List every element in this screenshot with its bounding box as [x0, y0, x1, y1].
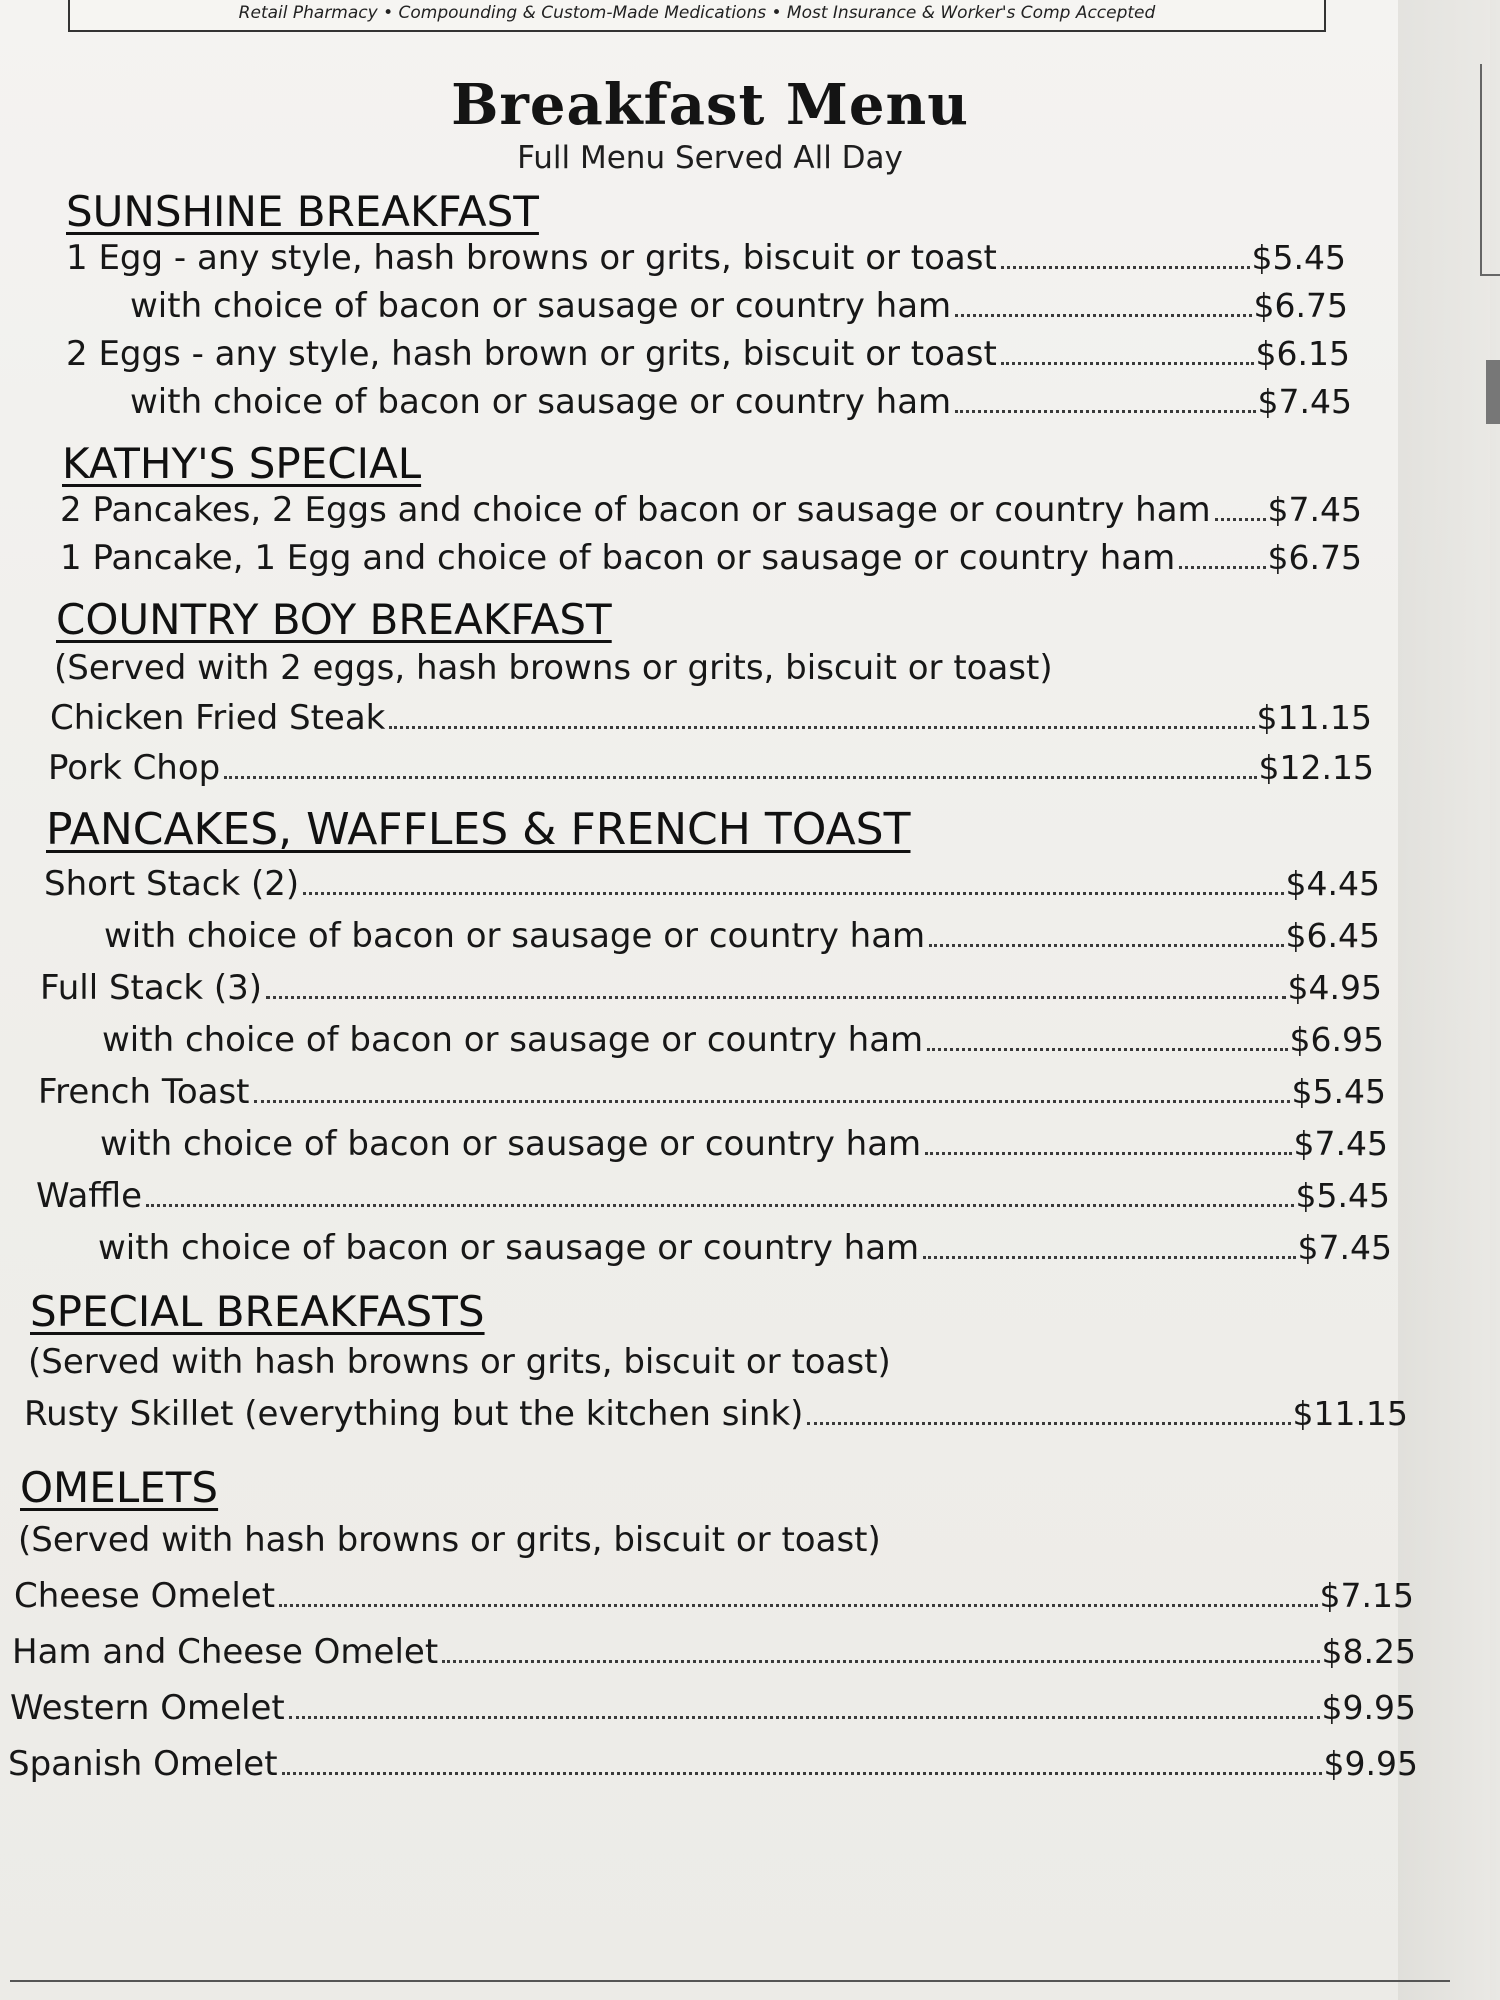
section-heading-country-boy-breakfast: COUNTRY BOY BREAKFAST [56, 595, 612, 644]
menu-item [50, 698, 1372, 739]
section-heading-kathys-special: KATHY'S SPECIAL [62, 439, 422, 488]
item-name: Cheese Omelet [14, 1576, 276, 1616]
item-price: $6.95 [1289, 1020, 1384, 1059]
item-name: with choice of bacon or sausage or country ham [130, 382, 952, 422]
dot-leader [927, 1048, 1287, 1051]
bottom-divider [10, 1980, 1450, 1982]
item-name: 1 Egg - any style, hash browns or grits, biscuit or toast [66, 238, 997, 278]
dot-leader [146, 1204, 1293, 1207]
item-price: $7.45 [1267, 490, 1362, 529]
item-name: with choice of bacon or sausage or country ham [100, 1124, 922, 1164]
item-name: with choice of bacon or sausage or country ham [130, 286, 952, 326]
menu-item [36, 1176, 1390, 1217]
item-price: $7.15 [1319, 1576, 1414, 1615]
menu-item [14, 1576, 1414, 1617]
menu-item [38, 1072, 1386, 1113]
page-edge-fragment [1480, 64, 1500, 276]
page-title: Breakfast Menu [451, 72, 969, 138]
item-name: 1 Pancake, 1 Egg and choice of bacon or sausage or country ham [60, 538, 1176, 578]
dot-leader [1001, 266, 1250, 269]
item-name: French Toast [38, 1072, 250, 1112]
item-name: 2 Pancakes, 2 Eggs and choice of bacon or sausage or country ham [60, 490, 1211, 530]
section-note: (Served with hash browns or grits, biscuit or toast) [18, 1520, 881, 1560]
menu-item [24, 1394, 1408, 1435]
section-note: (Served with hash browns or grits, biscuit or toast) [28, 1342, 891, 1382]
item-name: 2 Eggs - any style, hash brown or grits, biscuit or toast [66, 334, 997, 374]
item-name: Waffle [36, 1176, 143, 1216]
item-price: $9.95 [1323, 1744, 1418, 1783]
menu-item [12, 1632, 1416, 1673]
menu-item [100, 1124, 1388, 1165]
item-name: with choice of bacon or sausage or country ham [104, 916, 926, 956]
dot-leader [807, 1422, 1290, 1425]
menu-item [98, 1228, 1392, 1269]
dot-leader [282, 1772, 1322, 1775]
dot-leader [929, 944, 1283, 947]
dot-leader [279, 1604, 1317, 1607]
item-price: $11.15 [1292, 1394, 1408, 1433]
item-price: $6.15 [1255, 334, 1350, 373]
item-price: $5.45 [1295, 1176, 1390, 1215]
dot-leader [1215, 518, 1266, 521]
section-heading-pancakes-waffles-french-toast: PANCAKES, WAFFLES & FRENCH TOAST [46, 804, 911, 855]
item-name: Western Omelet [10, 1688, 285, 1728]
item-name: Short Stack (2) [44, 864, 300, 904]
item-name: Spanish Omelet [8, 1744, 278, 1784]
menu-item [130, 286, 1348, 327]
dot-leader [224, 776, 1256, 779]
item-price: $5.45 [1251, 238, 1346, 277]
section-heading-sunshine-breakfast: SUNSHINE BREAKFAST [66, 187, 539, 236]
menu-item [102, 1020, 1384, 1061]
item-price: $7.45 [1257, 382, 1352, 421]
menu-item [40, 968, 1382, 1009]
page-subtitle: Full Menu Served All Day [517, 140, 903, 176]
menu-item [8, 1744, 1418, 1785]
item-price: $6.45 [1285, 916, 1380, 955]
item-price: $11.15 [1256, 698, 1372, 737]
menu-item [66, 334, 1350, 375]
item-price: $8.25 [1321, 1632, 1416, 1671]
item-price: $5.45 [1291, 1072, 1386, 1111]
page-edge-fragment [1486, 360, 1500, 424]
item-name: Rusty Skillet (everything but the kitchen sink) [24, 1394, 804, 1434]
pharmacy-banner: Retail Pharmacy • Compounding & Custom-Made Medications • Most Insurance & Worker's Comp Accepted [68, 0, 1326, 32]
section-heading-omelets: OMELETS [20, 1463, 219, 1512]
menu-item [60, 538, 1362, 579]
menu-item [104, 916, 1380, 957]
menu-item [130, 382, 1352, 423]
item-price: $7.45 [1297, 1228, 1392, 1267]
item-price: $7.45 [1293, 1124, 1388, 1163]
dot-leader [955, 410, 1255, 413]
menu-item [10, 1688, 1416, 1729]
item-name: Pork Chop [48, 748, 221, 788]
dot-leader [266, 996, 1285, 999]
menu-item [60, 490, 1362, 531]
dot-leader [254, 1100, 1290, 1103]
item-price: $6.75 [1267, 538, 1362, 577]
dot-leader [955, 314, 1251, 317]
dot-leader [289, 1716, 1320, 1719]
item-price: $6.75 [1253, 286, 1348, 325]
item-price: $4.95 [1287, 968, 1382, 1007]
menu-item [66, 238, 1346, 279]
dot-leader [1179, 566, 1265, 569]
dot-leader [442, 1660, 1319, 1663]
menu-item [48, 748, 1374, 789]
item-name: Ham and Cheese Omelet [12, 1632, 439, 1672]
dot-leader [389, 726, 1254, 729]
item-name: Chicken Fried Steak [50, 698, 386, 738]
dot-leader [925, 1152, 1291, 1155]
menu-item [44, 864, 1380, 905]
item-price: $12.15 [1258, 748, 1374, 787]
item-name: Full Stack (3) [40, 968, 263, 1008]
menu-body [0, 180, 1500, 1784]
section-heading-special-breakfasts: SPECIAL BREAKFASTS [30, 1287, 485, 1336]
dot-leader [923, 1256, 1295, 1259]
item-name: with choice of bacon or sausage or country ham [98, 1228, 920, 1268]
item-price: $4.45 [1285, 864, 1380, 903]
item-name: with choice of bacon or sausage or country ham [102, 1020, 924, 1060]
item-price: $9.95 [1321, 1688, 1416, 1727]
dot-leader [1001, 362, 1254, 365]
section-note: (Served with 2 eggs, hash browns or grits, biscuit or toast) [54, 648, 1053, 688]
dot-leader [303, 892, 1283, 895]
